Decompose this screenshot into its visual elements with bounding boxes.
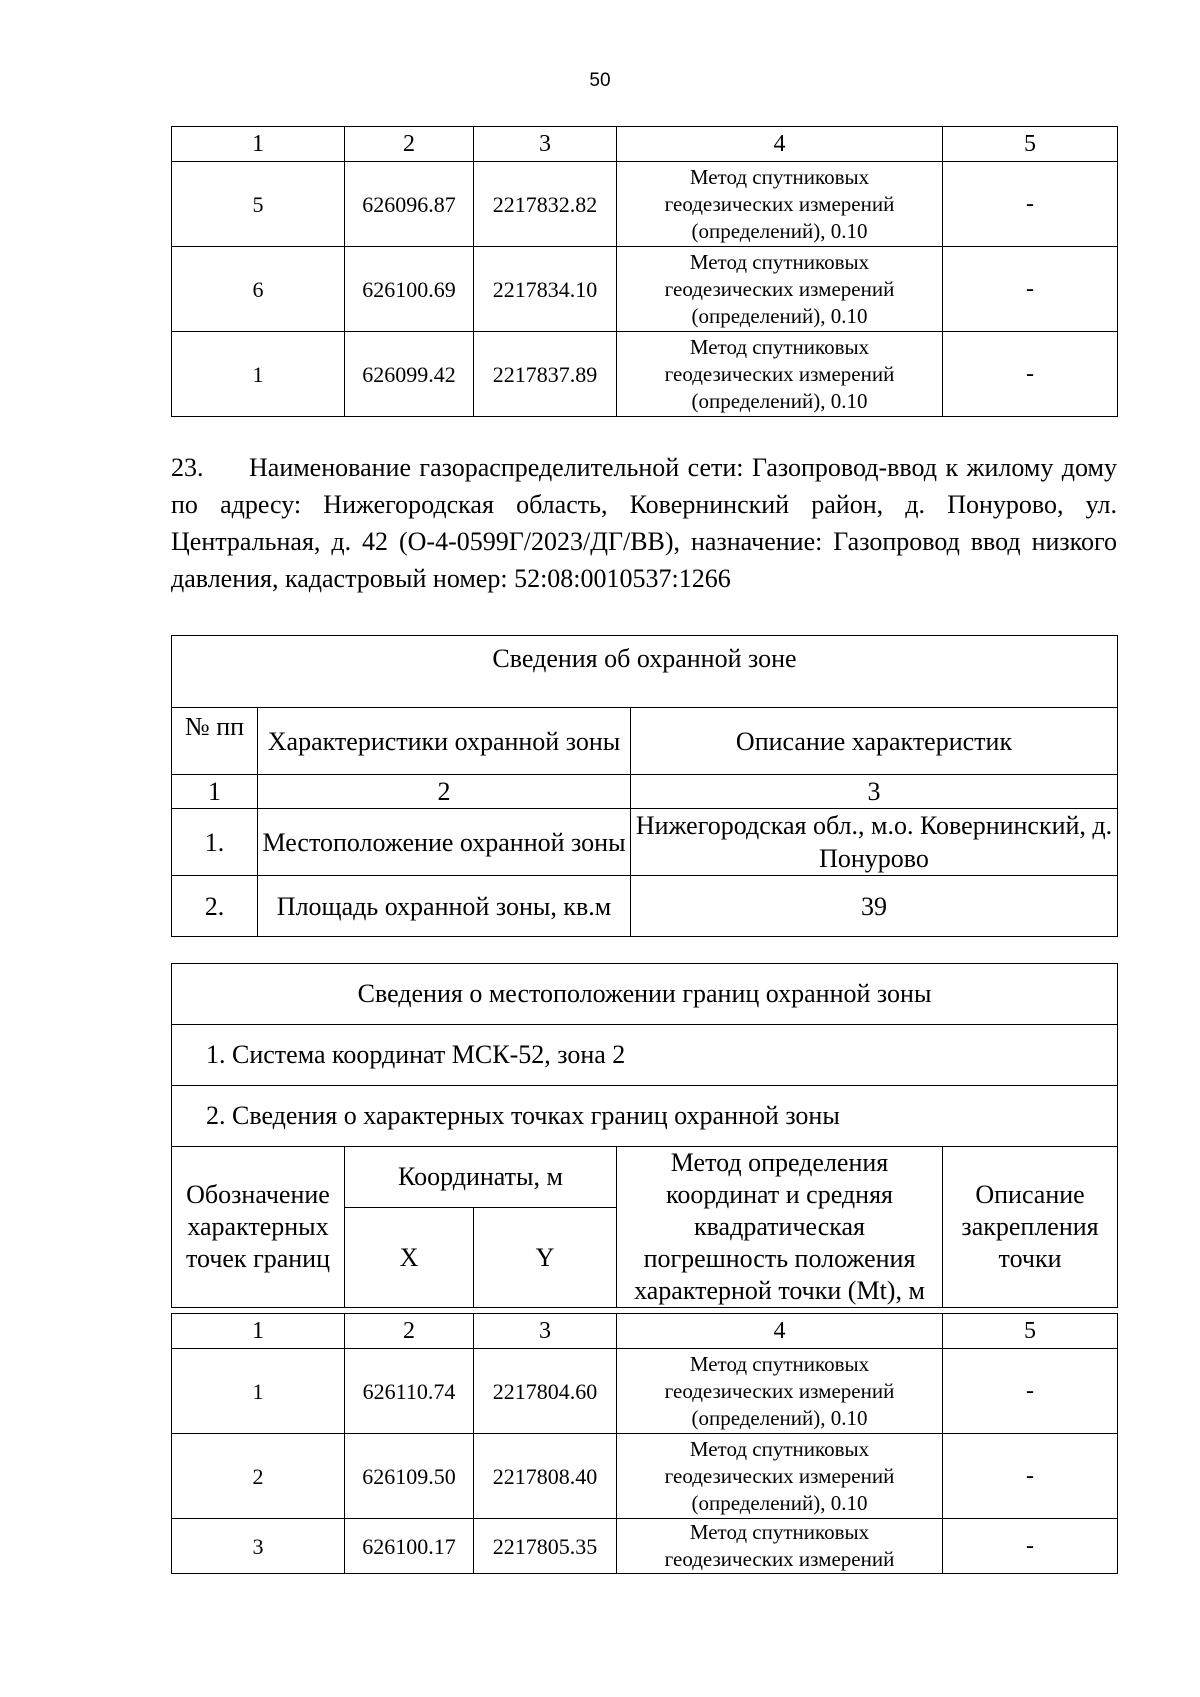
point-cell: 1 <box>172 1349 345 1434</box>
header-cell: 3 <box>474 127 617 162</box>
header-cell: 4 <box>617 1314 943 1349</box>
table-title: Сведения о местоположении границ охранной зоны <box>172 964 1118 1025</box>
coordinate-system: 1. Система координат МСК-52, зона 2 <box>172 1025 1118 1086</box>
point-cell: 6 <box>172 247 345 332</box>
header-cell: 2 <box>345 127 474 162</box>
row-number: 1. <box>172 809 258 876</box>
header-cell: 3 <box>474 1314 617 1349</box>
characteristic-value: Нижегородская обл., м.о. Ковернинский, д. Понурово <box>631 809 1118 876</box>
boundary-points-table <box>171 1313 1118 1574</box>
method-cell: Метод спутниковых геодезических измерений (определений), 0.10 <box>617 1434 943 1519</box>
table-row <box>172 247 1118 332</box>
table-title-row <box>172 964 1118 1025</box>
table-row <box>172 162 1118 247</box>
table-row <box>172 876 1118 937</box>
table-header-row <box>172 708 1118 775</box>
point-cell: 5 <box>172 162 345 247</box>
y-cell: 2217837.89 <box>474 332 617 417</box>
desc-cell: - <box>943 332 1118 417</box>
header-cell-method: Метод определения координат и средняя квадратическая погрешность положения характерной точки (Mt), м <box>617 1147 943 1308</box>
point-cell: 2 <box>172 1434 345 1519</box>
paragraph-number: 23. <box>171 453 204 482</box>
x-cell: 626100.69 <box>345 247 474 332</box>
row-number: 2. <box>172 876 258 937</box>
table-title-row <box>172 636 1118 708</box>
table-row <box>172 809 1118 876</box>
table-row <box>172 1434 1118 1519</box>
table-header-row <box>172 1147 1118 1208</box>
header-cell: 5 <box>943 1314 1118 1349</box>
table-row <box>172 1519 1118 1574</box>
x-cell: 626096.87 <box>345 162 474 247</box>
characteristic-value: 39 <box>631 876 1118 937</box>
y-cell: 2217804.60 <box>474 1349 617 1434</box>
table-header-row <box>172 127 1118 162</box>
header-cell-point: Обозначение характерных точек границ <box>172 1147 345 1308</box>
network-description-paragraph <box>171 449 1117 597</box>
desc-cell: - <box>943 1434 1118 1519</box>
paragraph-text: Наименование газораспределительной сети: Газопровод-ввод к жилому дому по адресу: Нижегородская область, Ковернинский район, д. Понурово, ул. Центральная, д. 42 (О-4-0599Г/2023/ДГ/ВВ), назначение: Газопровод ввод низкого давления, кадастровый номер: 52:08:0010537:1266 <box>171 453 1117 593</box>
method-cell: Метод спутниковых геодезических измерений (определений), 0.10 <box>617 247 943 332</box>
table-row <box>172 332 1118 417</box>
index-cell: 2 <box>258 775 631 809</box>
header-cell-x: X <box>345 1208 474 1308</box>
table-row <box>172 1349 1118 1434</box>
header-cell-coords: Координаты, м <box>345 1147 617 1208</box>
header-cell: 1 <box>172 127 345 162</box>
header-cell: 4 <box>617 127 943 162</box>
header-cell: Описание характеристик <box>631 708 1118 775</box>
x-cell: 626100.17 <box>345 1519 474 1574</box>
point-cell: 3 <box>172 1519 345 1574</box>
characteristic-name: Местоположение охранной зоны <box>258 809 631 876</box>
table-title: Сведения об охранной зоне <box>172 636 1118 708</box>
y-cell: 2217832.82 <box>474 162 617 247</box>
header-cell: 5 <box>943 127 1118 162</box>
x-cell: 626110.74 <box>345 1349 474 1434</box>
desc-cell: - <box>943 1349 1118 1434</box>
method-cell: Метод спутниковых геодезических измерений (определений), 0.10 <box>617 162 943 247</box>
index-row <box>172 775 1118 809</box>
table-header-row <box>172 1314 1118 1349</box>
characteristic-name: Площадь охранной зоны, кв.м <box>258 876 631 937</box>
x-cell: 626099.42 <box>345 332 474 417</box>
x-cell: 626109.50 <box>345 1434 474 1519</box>
y-cell: 2217805.35 <box>474 1519 617 1574</box>
protection-zone-table <box>171 635 1118 937</box>
desc-cell: - <box>943 1519 1118 1574</box>
page-number: 50 <box>589 70 611 91</box>
desc-cell: - <box>943 247 1118 332</box>
points-title: 2. Сведения о характерных точках границ охранной зоны <box>172 1086 1118 1147</box>
y-cell: 2217834.10 <box>474 247 617 332</box>
coordinate-system-row <box>172 1025 1118 1086</box>
header-cell: 2 <box>345 1314 474 1349</box>
header-cell-y: Y <box>474 1208 617 1308</box>
header-cell-desc: Описание закрепления точки <box>943 1147 1118 1308</box>
header-cell: 1 <box>172 1314 345 1349</box>
method-cell: Метод спутниковых геодезических измерений <box>617 1519 943 1574</box>
y-cell: 2217808.40 <box>474 1434 617 1519</box>
index-cell: 1 <box>172 775 258 809</box>
method-cell: Метод спутниковых геодезических измерений (определений), 0.10 <box>617 1349 943 1434</box>
desc-cell: - <box>943 162 1118 247</box>
method-cell: Метод спутниковых геодезических измерений (определений), 0.10 <box>617 332 943 417</box>
zone-boundaries-table <box>171 963 1118 1308</box>
index-cell: 3 <box>631 775 1118 809</box>
coordinates-table-continued <box>171 126 1118 417</box>
header-cell: Характеристики охранной зоны <box>258 708 631 775</box>
header-cell: № пп <box>172 708 258 775</box>
point-cell: 1 <box>172 332 345 417</box>
points-title-row <box>172 1086 1118 1147</box>
